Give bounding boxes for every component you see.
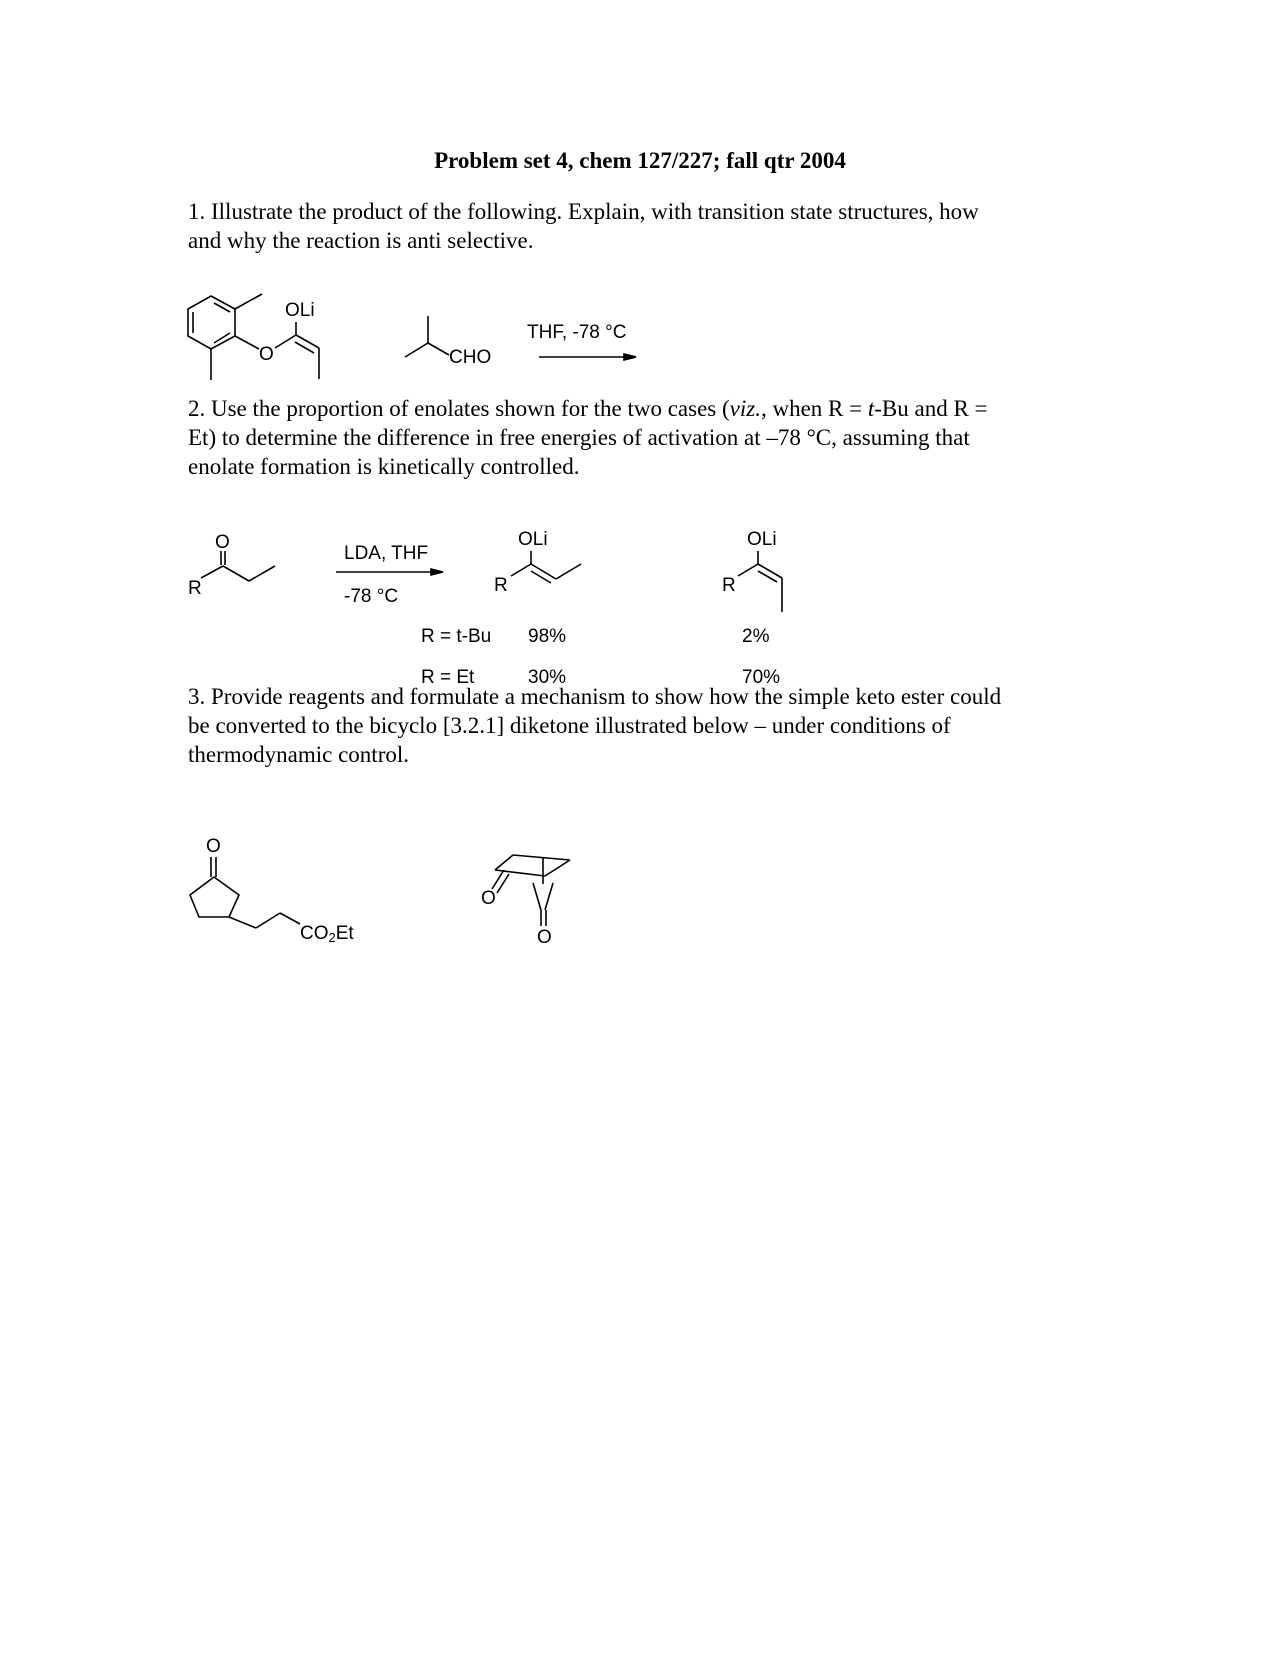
table-row-1-r: R = t-Bu: [421, 626, 492, 647]
reaction-arrow-1: [539, 354, 636, 360]
problem-2-line-2: Et) to determine the difference in free energies of activation at –78 °C, assuming that: [188, 425, 970, 450]
temperature-label: -78 °C: [344, 586, 399, 607]
cho-label: CHO: [449, 347, 492, 368]
reagent-label: LDA, THF: [344, 543, 429, 564]
problem-3-line-1: 3. Provide reagents and formulate a mechanism to show how the simple keto ester could: [188, 684, 1002, 709]
oli-label: OLi: [285, 300, 315, 321]
reaction-arrow-2: [336, 569, 443, 575]
isobutyraldehyde-structure: [405, 316, 449, 357]
ketone-r-label: R: [188, 578, 202, 599]
enolate-1-oli-label: OLi: [518, 529, 548, 550]
ring-bond: [495, 855, 513, 870]
ether-o-label: O: [259, 344, 274, 365]
c-r-bond: [201, 566, 223, 578]
table-row-1-enolate-2: 2%: [742, 626, 770, 647]
aromatic-double-bond: [214, 333, 230, 343]
aryl-o-bond: [235, 336, 259, 349]
cyclopentane-ring: [190, 877, 239, 917]
ring-bond: [545, 860, 570, 876]
methyl-bond: [235, 294, 262, 309]
c-r-bond: [738, 564, 758, 576]
chain-bond: [256, 913, 280, 928]
enolate-2-oli-label: OLi: [747, 529, 777, 550]
enol-double-bond-inner: [531, 571, 551, 583]
o-vinyl-bond: [275, 335, 296, 348]
chain-bond: [280, 913, 300, 924]
enolate-1-r-label: R: [494, 575, 508, 596]
table-row-2-enolate-1: 30%: [528, 667, 567, 688]
enolate-2-r-label: R: [722, 575, 736, 596]
ring-bond: [545, 883, 553, 910]
methyl-bond: [405, 343, 428, 357]
methyl-bond: [249, 566, 275, 581]
enol-double-bond: [531, 564, 556, 579]
enolate-2-structure: [738, 551, 782, 612]
keto-o-label: O: [206, 836, 221, 857]
ketone-o-label: O: [215, 532, 230, 553]
reaction-conditions-1: THF, -78 °C: [527, 322, 627, 343]
benzene-ring: [188, 296, 235, 349]
keto-ester-structure: [190, 857, 300, 928]
problem-3-line-2: be converted to the bicyclo [3.2.1] diketone illustrated below – under conditions of: [188, 713, 951, 738]
problem-2-line-1: 2. Use the proportion of enolates shown for the two cases (viz., when R = t-Bu and R =: [188, 396, 988, 421]
bicyclo-diketone-structure: [492, 855, 570, 926]
problem-1-line-1: 1. Illustrate the product of the following. Explain, with transition state structures, how: [188, 199, 979, 224]
table-row-2-enolate-2: 70%: [742, 667, 781, 688]
enol-double-bond: [758, 564, 782, 578]
problem-1-line-2: and why the reaction is anti selective.: [188, 228, 534, 253]
bicyclo-o-label-2: O: [537, 927, 552, 948]
c-cho-bond: [428, 343, 449, 355]
ring-bond: [533, 883, 541, 910]
enolate-1-structure: [511, 551, 581, 583]
bridge-bond: [513, 855, 570, 860]
problem-2-line-3: enolate formation is kinetically controlled.: [188, 454, 580, 479]
chain-bond: [229, 917, 256, 928]
enol-double-bond: [296, 335, 319, 348]
problem-3-line-3: thermodynamic control.: [188, 742, 409, 767]
ester-label: $CO_2Et$: [300, 923, 354, 945]
ketone-structure: [201, 551, 275, 581]
page-title: Problem set 4, chem 127/227; fall qtr 2004: [434, 148, 846, 173]
c-r-bond: [511, 564, 531, 576]
table-row-2-r: R = Et: [421, 667, 475, 688]
methyl-bond: [556, 564, 581, 579]
bicyclo-o-label-1: O: [481, 888, 496, 909]
table-row-1-enolate-1: 98%: [528, 626, 567, 647]
c-c-bond: [223, 566, 249, 581]
